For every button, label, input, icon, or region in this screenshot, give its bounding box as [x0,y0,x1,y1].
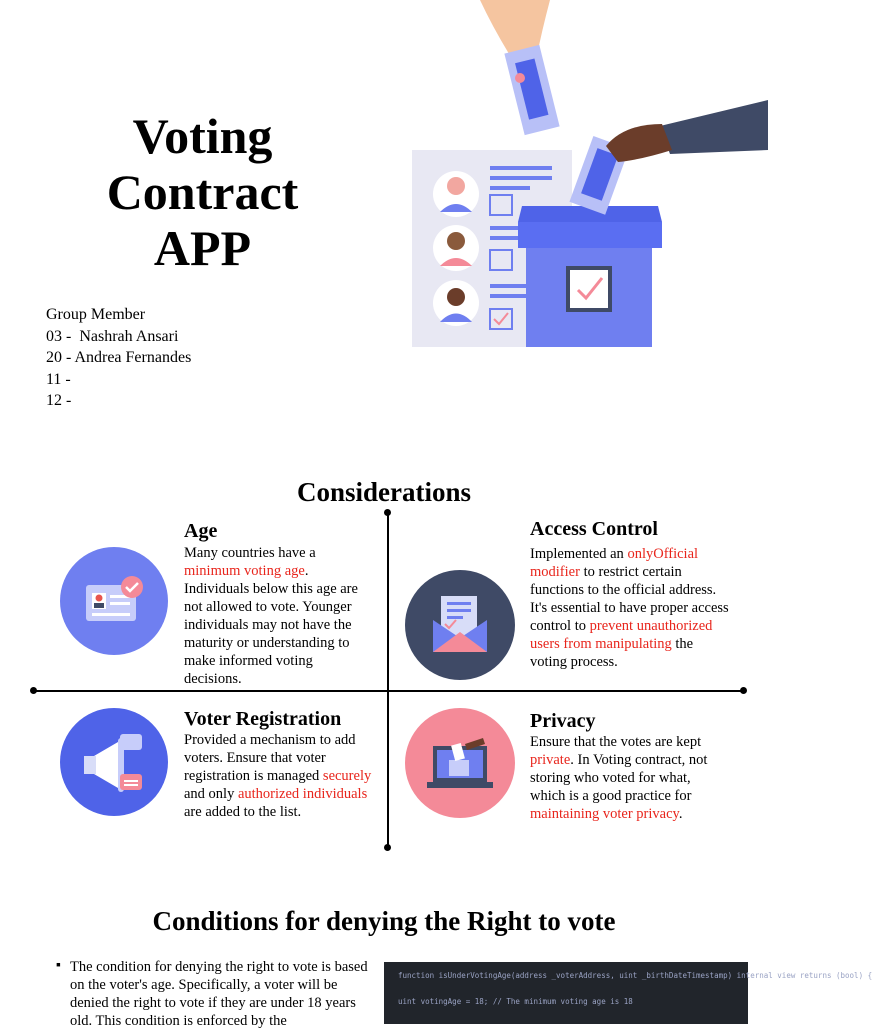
code-line [384,980,748,989]
text-segment: and only [184,786,238,802]
code-spacer [384,962,748,971]
access-control-title: Access Control [530,518,658,540]
title-line: APP [153,220,252,276]
voter-registration-title: Voter Registration [184,708,342,730]
divider-dot [384,509,391,516]
member-line: 20 - Andrea Fernandes [46,349,192,366]
text-segment: Provided a mechanism to add voters. Ensure that voter registration is managed [184,732,356,784]
text-segment: Many countries have a [184,545,316,561]
highlight-text: private [530,752,571,768]
group-members [46,304,191,412]
text-segment: . [678,806,683,822]
id-card-icon [60,547,168,655]
highlight-text: minimum voting age [184,563,305,579]
privacy-text [530,733,720,823]
code-line: function isUnderVotingAge(address _voterAddress, uint _birthDateTimestamp) internal view returns (bool) { [398,971,872,980]
age-text [184,544,374,688]
highlight-text: maintaining voter privacy [530,806,679,822]
conditions-bullet-text: The condition for denying the right to vote is based on the voter's age. Specifically, a voter will be denied the right to vote if they are under 18 years old. This condition is enforced by the [70,959,368,1029]
member-line: 11 - [46,370,71,388]
divider-dot [740,687,747,694]
title-line: Voting [132,108,273,164]
member-line: 03 - Nashrah Ansari [46,327,179,345]
ballot-box-illustration [410,0,768,352]
privacy-title: Privacy [530,710,596,732]
highlight-text: authorized individuals [237,786,368,802]
conditions-heading: Conditions for denying the Right to vote [152,906,616,936]
text-segment: . Individuals below this age are not allowed to vote. Younger individuals may not have the maturity or understanding to make informed voting decisions. [184,563,358,687]
divider-dot [30,687,37,694]
vertical-divider [387,512,389,848]
members-heading: Group Member [46,306,146,323]
envelope-icon [405,570,515,680]
considerations-heading: Considerations [296,477,472,507]
text-segment: . In Voting contract, not storing who voted for what, which is a good practice for [530,752,708,804]
text-segment: Ensure that the votes are kept [530,734,702,750]
title-line: Contract [106,164,299,220]
bullet-marker: ▪ [56,958,61,973]
code-line: uint votingAge = 18; // The minimum voting age is 18 [398,997,633,1006]
megaphone-icon [60,708,168,816]
member-line: 12 - [46,392,72,409]
text-segment: to restrict certain functions to the official address. It's essential to have proper access control to [530,564,729,634]
text-segment: Implemented an [530,546,628,562]
highlight-text: onlyOfficial modifier [530,546,699,580]
app-title [60,108,345,276]
highlight-text: prevent unauthorized users from manipulating [530,618,713,652]
code-snippet [384,962,872,1024]
highlight-text: securely [322,768,372,784]
text-segment: are added to the list. [184,804,302,820]
divider-dot [384,844,391,851]
text-segment: the voting process. [530,636,694,670]
access-control-text [530,545,730,671]
age-title: Age [184,520,218,542]
horizontal-divider [33,690,743,692]
voter-registration-text [184,731,374,821]
laptop-ballot-icon [405,708,515,818]
